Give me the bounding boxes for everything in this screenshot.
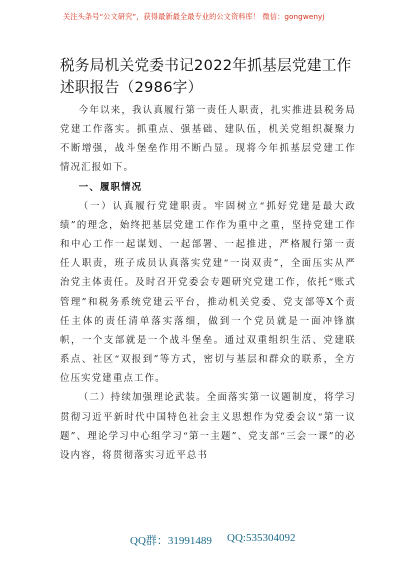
- paragraph-party-duties: （一）认真履行党建职责。牢固树立“抓好党建是最大政绩”的理念，始终把基层党建工作作为重中之重，坚持党建工作和中心工作一起谋划、一起部署、一起推进，严格履行第一责任人职责，班子成员认真落实党建“一岗双责”，全面压实从严治党主体责任。及时召开党委会专题研究党建工作，依托“账式管理”和税务系统党建云平台，推动机关党委、党支部等X个责任主体的责任清单落实落细，做到一个党员就是一面冲锋旗帜，一个支部就是一个战斗堡垒。通过双重组织生活、党建联系点、社区“双报到”等方式，密切与基层和群众的联系，全方位压实党建重点工作。: [60, 200, 356, 385]
- document-body: [60, 101, 356, 465]
- qq-number: QQ:535304092: [227, 532, 296, 544]
- section-heading: 一、履职情况: [78, 181, 143, 193]
- document-title: 税务局机关党委书记2022年抓基层党建工作述职报告（2986字）: [60, 57, 352, 96]
- paragraph-theory-study: （二）持续加强理论武装。全面落实第一议题制度，将学习贯彻习近平新时代中国特色社会主义思想作为党委会议“第一议题”、理论学习中心组学习“第一主题”、党支部“三会一课”的必设内容，将贯彻落实习近平总书: [60, 392, 356, 461]
- qq-group-number: QQ群：31991489: [130, 535, 212, 547]
- intro-paragraph: 今年以来，我认真履行第一责任人职责，扎实推进县税务局党建工作落实。抓重点、强基础、建队伍，机关党组织凝聚力不断增强，战斗堡垒作用不断凸显。现将今年抓基层党建工作情况汇报如下。: [60, 105, 356, 174]
- promo-banner: 关注头条号“公文研究”，获得最新最全最专业的公文资料库！ 微信：gongwenyj: [63, 12, 325, 21]
